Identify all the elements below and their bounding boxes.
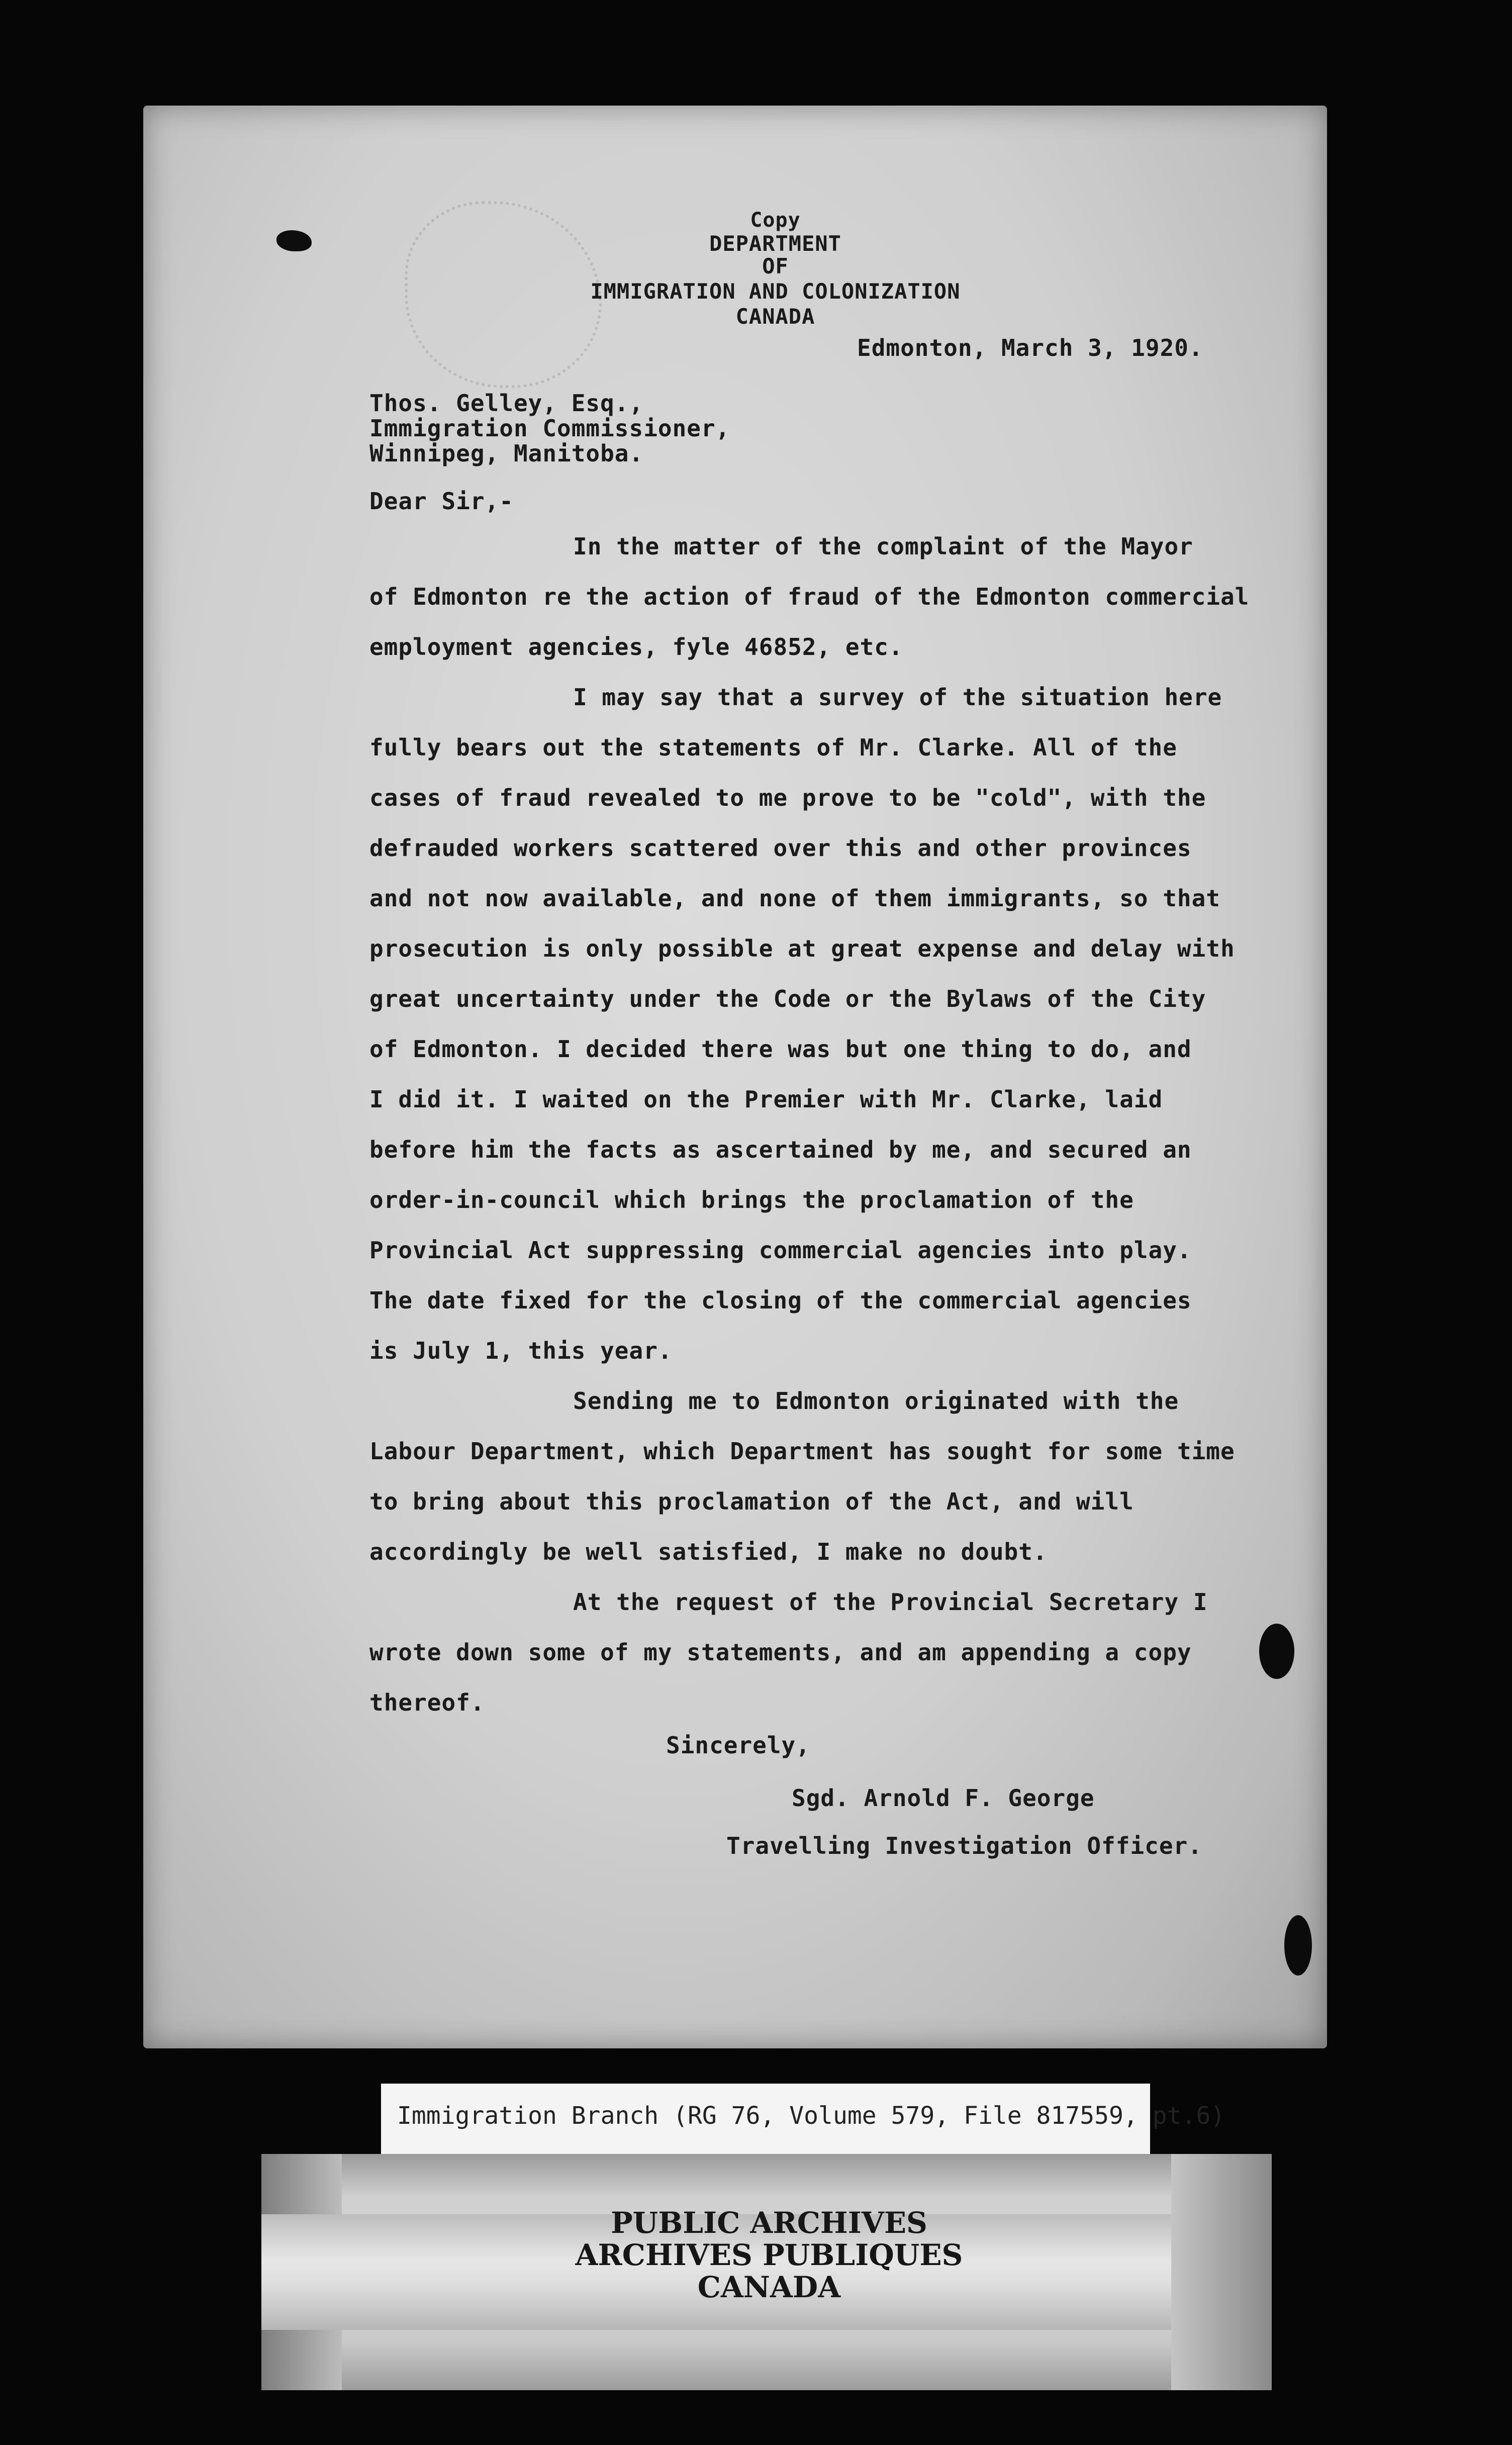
recipient-location: Winnipeg, Manitoba. (369, 440, 644, 467)
letterhead-canada: CANADA (735, 304, 815, 329)
stamp-line-archives-publiques: ARCHIVES PUBLIQUES (575, 2238, 963, 2272)
closing: Sincerely, (666, 1732, 810, 1759)
archive-stamp (543, 2207, 995, 2303)
body-line: The date fixed for the closing of the commercial agencies (369, 1287, 1192, 1314)
body-line: of Edmonton. I decided there was but one thing to do, and (369, 1036, 1192, 1063)
body-line: of Edmonton re the action of fraud of the Edmonton commercial (369, 583, 1250, 610)
body-line: accordingly be well satisfied, I make no doubt. (369, 1538, 1048, 1565)
body-line: defrauded workers scattered over this and other provinces (369, 834, 1192, 862)
recipient-name: Thos. Gelley, Esq., (369, 390, 644, 417)
body-line: In the matter of the complaint of the Mayor (573, 533, 1193, 560)
salutation: Dear Sir,- (369, 488, 514, 515)
body-line: order-in-council which brings the proclamation of the (369, 1186, 1134, 1213)
archive-label-card (381, 2084, 1225, 2154)
body-line: prosecution is only possible at great expense and delay with (369, 935, 1235, 962)
body-line: Labour Department, which Department has sought for some time (369, 1438, 1235, 1465)
body-line: is July 1, this year. (369, 1337, 673, 1364)
stamp-line-public-archives: PUBLIC ARCHIVES (611, 2206, 927, 2240)
letterhead-immigration: IMMIGRATION AND COLONIZATION (590, 279, 961, 304)
body-line: Provincial Act suppressing commercial agencies into play. (369, 1237, 1192, 1264)
body-line: wrote down some of my statements, and am appending a copy (369, 1639, 1192, 1666)
recipient-title: Immigration Commissioner, (369, 415, 730, 442)
body-line: I may say that a survey of the situation here (573, 684, 1222, 711)
stamp-line-canada: CANADA (697, 2270, 841, 2304)
body-line: to bring about this proclamation of the Act, and will (369, 1488, 1134, 1515)
letter-sheet (143, 106, 1327, 2048)
date-line: Edmonton, March 3, 1920. (857, 334, 1203, 361)
body-line: employment agencies, fyle 46852, etc. (369, 633, 903, 661)
letterhead-department: DEPARTMENT (709, 231, 841, 256)
archive-label-text: Immigration Branch (RG 76, Volume 579, File 817559, pt.6) (397, 2102, 1225, 2130)
body-line: and not now available, and none of them immigrants, so that (369, 885, 1220, 912)
body-line: thereof. (369, 1689, 485, 1716)
strip-edge-right (1171, 2154, 1272, 2390)
body-line: Sending me to Edmonton originated with the (573, 1387, 1179, 1415)
signature-title: Travelling Investigation Officer. (726, 1832, 1202, 1859)
body-line: great uncertainty under the Code or the Bylaws of the City (369, 985, 1206, 1012)
body-line: before him the facts as ascertained by me, and secured an (369, 1136, 1192, 1163)
body-line: fully bears out the statements of Mr. Clarke. All of the (369, 734, 1177, 761)
signature: Sgd. Arnold F. George (792, 1784, 1095, 1812)
archive-stamp-strip (261, 2154, 1272, 2390)
edge-damage (1259, 1624, 1294, 1679)
copy-mark: Copy (750, 209, 801, 232)
letter-body (143, 106, 1327, 2048)
body-line: At the request of the Provincial Secretary I (573, 1588, 1208, 1616)
body-line: I did it. I waited on the Premier with Mr. Clarke, laid (369, 1086, 1163, 1113)
body-line: cases of fraud revealed to me prove to be "cold", with the (369, 784, 1206, 811)
edge-damage (1284, 1915, 1312, 1976)
letterhead-of: OF (762, 254, 789, 278)
